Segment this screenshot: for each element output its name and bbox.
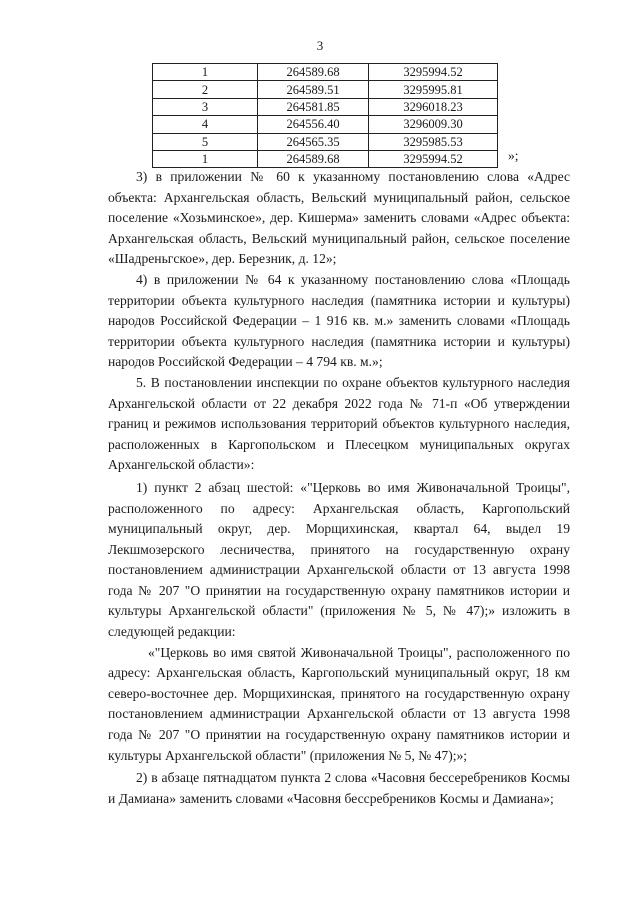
point-number-cell: 2 (153, 81, 258, 98)
table-row (153, 150, 498, 167)
x-coordinate-cell: 264556.40 (258, 116, 369, 133)
x-coordinate-cell: 264581.85 (258, 98, 369, 115)
table-row (153, 133, 498, 150)
table-row (153, 98, 498, 115)
point-number-cell: 1 (153, 64, 258, 81)
y-coordinate-cell: 3296009.30 (369, 116, 498, 133)
page-number: 3 (316, 38, 324, 53)
table-row (153, 81, 498, 98)
y-coordinate-cell: 3295985.53 (369, 133, 498, 150)
point-number-cell: 3 (153, 98, 258, 115)
paragraph-section-5: 5. В постановлении инспекции по охране объектов культурного наследия Архангельской области от 22 декабря 2022 года № 71-п «Об утверждении границ и режимов использования территорий объектов культурного наследия, расположенных в Каргопольском и Плесецком муниципальных округах Архангельской области»: (108, 374, 570, 473)
x-coordinate-cell: 264589.68 (258, 64, 369, 81)
point-number-cell: 4 (153, 116, 258, 133)
table-row (153, 116, 498, 133)
paragraph-item-4: 4) в приложении № 64 к указанному постановлению слова «Площадь территории объекта культурного наследия (памятника истории и культуры) народов Российской Федерации – 1 916 кв. м.» заменить словами «Площадь территории объекта культурного наследия (памятника истории и культуры) народов Российской Федерации – 4 794 кв. м.»; (108, 271, 570, 370)
table-row (153, 64, 498, 81)
point-number-cell: 1 (153, 150, 258, 167)
paragraph-subitem-2: 2) в абзаце пятнадцатом пункта 2 слова «Часовня бессеребреников Космы и Дамиана» заменить словами «Часовня бессребреников Космы и Дамиана»; (108, 770, 570, 806)
table-closing-mark: »; (508, 148, 519, 163)
paragraph-new-wording: «"Церковь во имя святой Живоначальной Троицы", расположенного по адресу: Архангельская область, Каргопольский муниципальный округ, 18 км северо-восточнее дер. Морщихинская, принятого на государственную охрану постановлением администрации Архангельской области от 13 августа 1998 года № 207 "О принятии на государственную охрану памятников истории и культуры Архангельской области" (приложения № 5, № 47);»; (108, 644, 570, 763)
x-coordinate-cell: 264589.51 (258, 81, 369, 98)
y-coordinate-cell: 3295994.52 (369, 150, 498, 167)
paragraph-item-3: 3) в приложении № 60 к указанному постановлению слова «Адрес объекта: Архангельская область, Вельский муниципальный район, сельское поселение «Хозьминское», дер. Кишерма» заменить словами «Адрес объекта: Архангельская область, Вельский муниципальный район, сельское поселение «Шадреньгское», дер. Березник, д. 12»; (108, 169, 570, 267)
y-coordinate-cell: 3296018.23 (369, 98, 498, 115)
point-number-cell: 5 (153, 133, 258, 150)
coordinates-table (152, 63, 498, 168)
y-coordinate-cell: 3295995.81 (369, 81, 498, 98)
x-coordinate-cell: 264589.68 (258, 150, 369, 167)
x-coordinate-cell: 264565.35 (258, 133, 369, 150)
y-coordinate-cell: 3295994.52 (369, 64, 498, 81)
document-body (108, 167, 570, 809)
paragraph-subitem-1: 1) пункт 2 абзац шестой: «"Церковь во имя Живоначальной Троицы", расположенного по адресу: Архангельская область, Каргопольский муниципальный округ, дер. Морщихинская, квартал 64, выдел 19 Лекшмозерского лесничества, принятого на государственную охрану постановлением администрации Архангельской области от 13 августа 1998 года № 207 "О принятии на государственную охрану памятников истории и культуры Архангельской области" (приложения № 5, № 47);» изложить в следующей редакции: (108, 479, 570, 640)
